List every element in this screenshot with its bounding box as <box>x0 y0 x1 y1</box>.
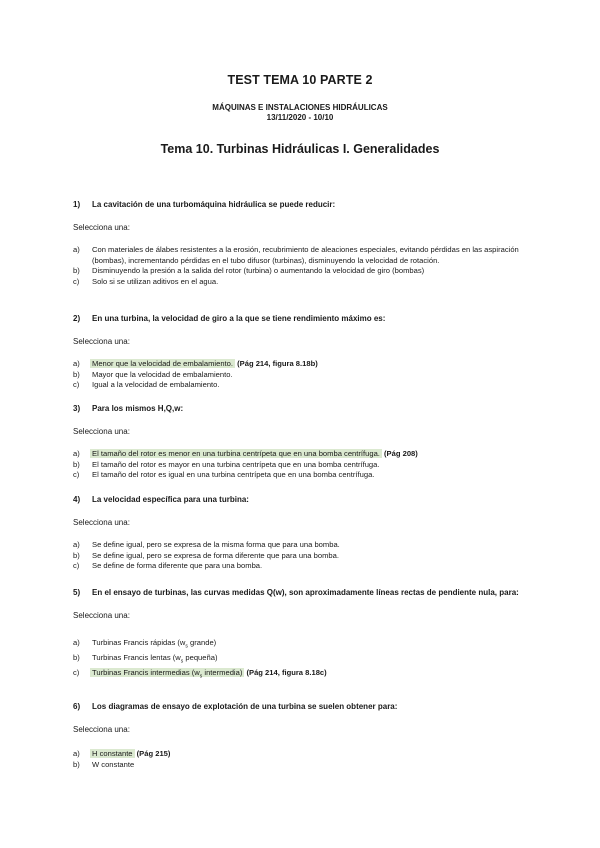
correct-answer-highlight: Turbinas Francis intermedias ($w_s$ intermedia) <box>92 668 243 680</box>
question-text: Los diagramas de ensayo de explotación de una turbina se suelen obtener para: <box>92 702 398 711</box>
option-letter: b) <box>73 459 80 469</box>
option-a[interactable] <box>73 540 533 551</box>
select-label: Selecciona una: <box>73 223 130 232</box>
option-a[interactable] <box>73 245 533 266</box>
option-a[interactable] <box>73 749 533 760</box>
option-text: Solo si se utilizan aditivos en el agua. <box>92 276 219 286</box>
option-letter: a) <box>73 749 80 758</box>
select-label: Selecciona una: <box>73 427 130 436</box>
options-list <box>73 245 533 287</box>
question-text: La cavitación de una turbomáquina hidráulica se puede reducir: <box>92 200 336 209</box>
option-text: grande) <box>187 638 217 647</box>
subscript: s <box>180 658 184 665</box>
option-letter: c) <box>73 276 80 286</box>
page-reference: (Pág 214, figura 8.18b) <box>237 359 318 368</box>
options-list <box>73 749 533 770</box>
option-text: Disminuyendo la presión a la salida del rotor (turbina) o aumentando la velocidad de giro (bombas) <box>92 266 425 276</box>
select-label: Selecciona una: <box>73 611 130 620</box>
option-text: Turbinas Francis rápidas (w <box>92 638 186 647</box>
option-letter: a) <box>73 638 80 647</box>
question-number: 4) <box>73 495 81 504</box>
question-text: En el ensayo de turbinas, las curvas medidas Q(w), son aproximadamente líneas rectas de pendiente nula, para: <box>92 588 519 597</box>
option-b[interactable] <box>73 266 533 277</box>
option-b[interactable] <box>73 551 533 562</box>
option-letter: c) <box>73 470 80 480</box>
page-reference: (Pág 215) <box>136 749 171 758</box>
option-text: W constante <box>92 759 135 769</box>
question-number: 5) <box>73 588 81 597</box>
option-letter: a) <box>73 540 80 549</box>
select-label: Selecciona una: <box>73 337 130 346</box>
option-text: Se define de forma diferente que para una bomba. <box>92 561 263 571</box>
course-name: MÁQUINAS E INSTALACIONES HIDRÁULICAS <box>212 103 388 112</box>
date-score: 13/11/2020 - 10/10 <box>266 113 334 122</box>
option-text: Mayor que la velocidad de embalamiento. <box>92 369 233 379</box>
question-4 <box>73 494 533 572</box>
question-1 <box>73 199 533 287</box>
option-letter: b) <box>73 653 80 662</box>
option-b[interactable] <box>73 760 533 771</box>
page-reference: (Pág 214, figura 8.18c) <box>246 668 327 677</box>
question-2 <box>73 313 533 391</box>
option-c[interactable] <box>73 665 533 680</box>
question-5 <box>73 587 533 680</box>
select-label: Selecciona una: <box>73 725 130 734</box>
option-a[interactable] <box>73 359 533 370</box>
correct-answer-highlight: El tamaño del rotor es menor en una turbina centrípeta que en una bomba centrífuga. <box>92 449 380 458</box>
question-text: En una turbina, la velocidad de giro a la que se tiene rendimiento máximo es: <box>92 314 386 323</box>
question-3 <box>73 403 533 481</box>
option-text: Con materiales de álabes resistentes a la erosión, recubrimiento de aleaciones especiales, evitando pérdidas en las aspiración (bombas), incrementando pérdidas en el tubo difusor (turbinas), disminuyendo la velocidad de rotación. <box>92 245 519 265</box>
option-letter: b) <box>73 369 80 379</box>
option-a[interactable] <box>73 449 533 460</box>
option-text: Se define igual, pero se expresa de la misma forma que para una bomba. <box>92 540 340 549</box>
question-number: 6) <box>73 702 81 711</box>
subscript: s <box>199 673 203 680</box>
question-text: La velocidad específica para una turbina: <box>92 495 249 504</box>
option-b[interactable] <box>73 650 533 665</box>
option-text: Turbinas Francis lentas (w <box>92 653 181 662</box>
option-letter: a) <box>73 359 80 368</box>
option-a[interactable] <box>73 635 533 650</box>
option-b[interactable] <box>73 460 533 471</box>
document-title: TEST TEMA 10 PARTE 2 <box>227 73 373 87</box>
option-c[interactable] <box>73 277 533 288</box>
option-letter: b) <box>73 550 80 560</box>
option-letter: b) <box>73 266 80 276</box>
option-c[interactable] <box>73 561 533 572</box>
option-letter: a) <box>73 245 80 254</box>
option-c[interactable] <box>73 470 533 481</box>
subscript: s <box>185 643 188 650</box>
option-c[interactable] <box>73 380 533 391</box>
option-letter: a) <box>73 449 80 458</box>
question-number: 1) <box>73 200 81 209</box>
document-subtitle <box>0 103 600 123</box>
question-number: 3) <box>73 404 81 413</box>
topic-heading: Tema 10. Turbinas Hidráulicas I. Generalidades <box>160 142 440 156</box>
options-list <box>73 635 533 680</box>
select-label: Selecciona una: <box>73 518 130 527</box>
option-letter: c) <box>73 561 80 571</box>
correct-answer-highlight: Menor que la velocidad de embalamiento. <box>92 359 233 368</box>
question-number: 2) <box>73 314 81 323</box>
option-text: Igual a la velocidad de embalamiento. <box>92 380 220 390</box>
question-text: Para los mismos H,Q,w: <box>92 404 184 413</box>
option-text: Se define igual, pero se expresa de forma diferente que para una bomba. <box>92 550 339 560</box>
option-letter: c) <box>73 668 80 677</box>
option-b[interactable] <box>73 370 533 381</box>
options-list <box>73 359 533 391</box>
question-6 <box>73 701 533 770</box>
option-letter: c) <box>73 380 80 390</box>
option-text: pequeña) <box>183 653 218 662</box>
options-list <box>73 540 533 572</box>
options-list <box>73 449 533 481</box>
correct-answer-highlight: H constante <box>92 749 133 758</box>
option-letter: b) <box>73 759 80 769</box>
option-text: El tamaño del rotor es mayor en una turbina centrípeta que en una bomba centrífuga. <box>92 459 380 469</box>
option-text: El tamaño del rotor es igual en una turbina centrípeta que en una bomba centrífuga. <box>92 470 375 480</box>
page-reference: (Pág 208) <box>384 449 418 458</box>
